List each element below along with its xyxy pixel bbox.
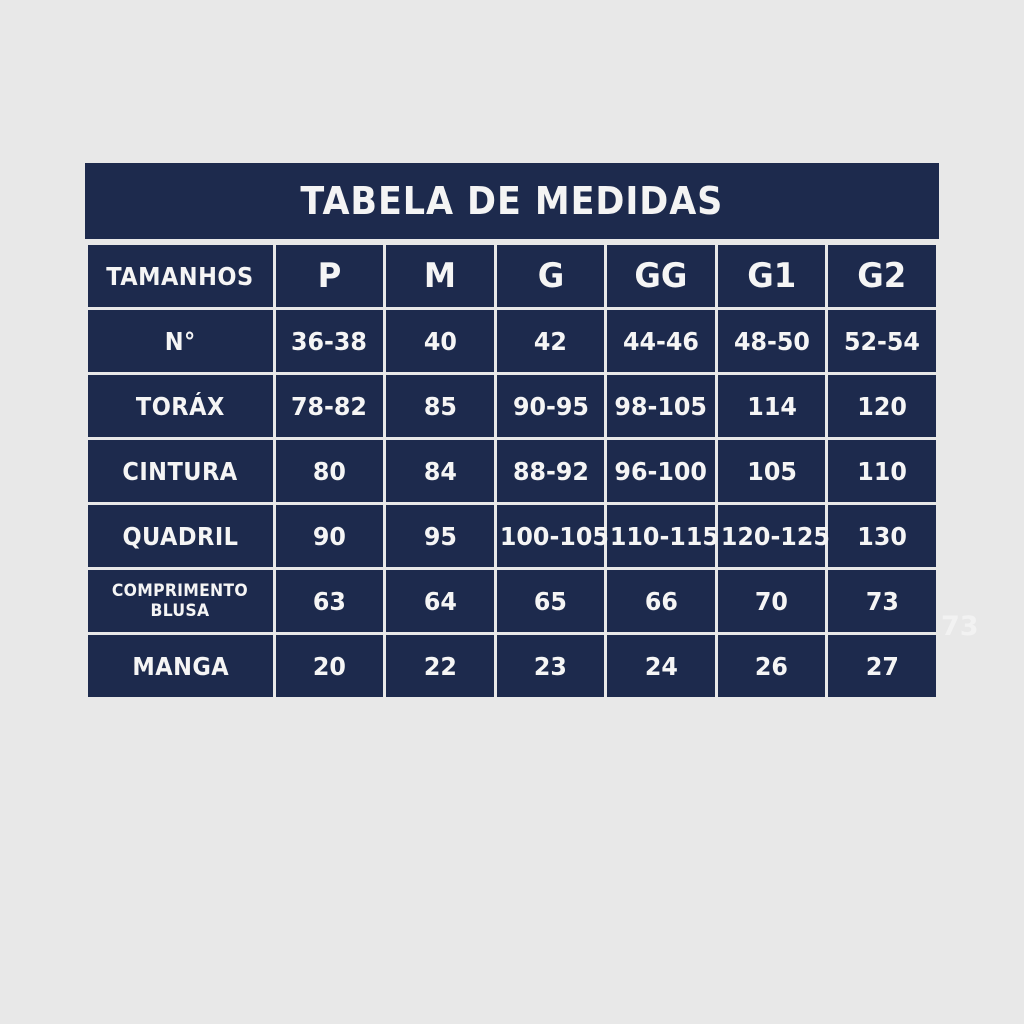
table-cell	[497, 440, 605, 502]
table-cell	[607, 570, 715, 632]
header-cell-sizes	[88, 245, 273, 307]
table-cell	[276, 440, 384, 502]
cell-value: 110-115	[610, 521, 720, 551]
row-label-cell	[88, 440, 273, 502]
cell-value: 130	[857, 521, 907, 551]
cell-value: 105	[746, 456, 797, 486]
cell-value: 120	[857, 391, 907, 421]
table-row	[88, 635, 936, 697]
chart-title-bar	[85, 163, 939, 239]
cell-value: 120-125	[720, 521, 830, 551]
cell-value: 88-92	[512, 456, 589, 486]
table-cell	[497, 505, 609, 567]
table-row	[88, 375, 936, 437]
header-label: P	[317, 256, 342, 296]
table-row	[88, 505, 936, 567]
cell-value: 98-105	[614, 391, 708, 421]
table-cell	[276, 310, 384, 372]
row-label-cell	[88, 570, 273, 632]
table-cell	[607, 635, 715, 697]
table-cell	[607, 375, 715, 437]
table-cell	[497, 570, 605, 632]
table-cell	[276, 375, 384, 437]
row-label-cell	[88, 505, 273, 567]
row-label-line-2: BLUSA	[150, 601, 210, 621]
table-cell	[607, 505, 720, 567]
table-cell	[497, 310, 605, 372]
header-label: G	[537, 256, 564, 296]
cell-value: 95	[423, 521, 457, 551]
cell-value: 20	[312, 651, 346, 681]
cell-value: 90	[312, 521, 346, 551]
table-cell	[497, 375, 605, 437]
cell-value: 24	[644, 651, 678, 681]
row-label: QUADRIL	[122, 521, 239, 551]
cell-value: 85	[423, 391, 457, 421]
table-cell	[386, 375, 494, 437]
cell-value: 26	[755, 651, 789, 681]
cell-value: 70	[755, 586, 789, 616]
table-cell	[386, 440, 494, 502]
header-cell-g1	[718, 245, 826, 307]
row-label-cell	[88, 310, 273, 372]
table-cell	[718, 440, 826, 502]
cell-value: 78-82	[291, 391, 368, 421]
cell-value: 65	[533, 586, 568, 616]
header-cell-m	[386, 245, 494, 307]
table-cell	[497, 635, 605, 697]
table-cell	[718, 505, 830, 567]
header-label: GG	[634, 256, 688, 296]
cell-value: 44-46	[623, 326, 700, 356]
table-cell	[718, 310, 826, 372]
table-cell	[386, 505, 494, 567]
row-label-cell	[88, 635, 273, 697]
table-cell	[386, 635, 494, 697]
row-label-cell	[88, 375, 273, 437]
cell-value: 110	[857, 456, 907, 486]
table-cell	[828, 635, 936, 697]
size-chart-table	[85, 242, 939, 700]
row-label: MANGA	[131, 651, 229, 681]
table-header-row	[88, 245, 936, 307]
cell-value: 27	[865, 651, 899, 681]
row-label: CINTURA	[122, 456, 238, 486]
size-chart-card	[85, 163, 939, 700]
table-cell	[276, 635, 384, 697]
cell-value: 22	[423, 651, 457, 681]
table-cell	[718, 375, 826, 437]
cell-value: 42	[533, 326, 568, 356]
cell-value: 80	[312, 456, 346, 486]
header-label: G1	[747, 256, 797, 296]
header-cell-g	[497, 245, 605, 307]
cell-value: 96-100	[614, 456, 708, 486]
table-cell	[276, 505, 384, 567]
header-label: G2	[857, 256, 907, 296]
table-cell	[386, 310, 494, 372]
cell-value: 40	[423, 326, 457, 356]
cell-value: 84	[423, 456, 457, 486]
cell-value: 90-95	[512, 391, 589, 421]
cell-value: 114	[746, 391, 797, 421]
table-cell	[828, 310, 936, 372]
table-row	[88, 310, 936, 372]
cell-value: 63	[312, 586, 346, 616]
cell-value: 52-54	[844, 326, 921, 356]
table-cell	[828, 505, 936, 567]
table-cell	[386, 570, 494, 632]
table-cell	[607, 440, 715, 502]
table-cell	[718, 635, 826, 697]
header-label: TAMANHOS	[106, 261, 255, 291]
table-cell	[828, 440, 936, 502]
cell-value: 36-38	[291, 326, 368, 356]
cell-value: 23	[533, 651, 568, 681]
row-label: TORÁX	[135, 391, 225, 421]
table-cell	[828, 375, 936, 437]
cell-value: 66	[644, 586, 678, 616]
cell-value: 64	[423, 586, 457, 616]
table-row	[88, 570, 936, 632]
page-title: TABELA DE MEDIDAS	[300, 179, 724, 223]
table-cell	[276, 570, 384, 632]
header-label: M	[423, 256, 457, 296]
header-cell-p	[276, 245, 384, 307]
header-cell-gg	[607, 245, 715, 307]
watermark-text: 73	[941, 611, 979, 642]
header-cell-g2	[828, 245, 936, 307]
table-cell	[828, 570, 936, 632]
table-cell	[718, 570, 826, 632]
cell-value: 48-50	[733, 326, 810, 356]
row-label: N°	[164, 326, 196, 356]
cell-value: 73	[865, 586, 899, 616]
table-row	[88, 440, 936, 502]
cell-value: 100-105	[499, 521, 609, 551]
row-label-line-1: COMPRIMENTO	[112, 581, 249, 601]
table-cell	[607, 310, 715, 372]
